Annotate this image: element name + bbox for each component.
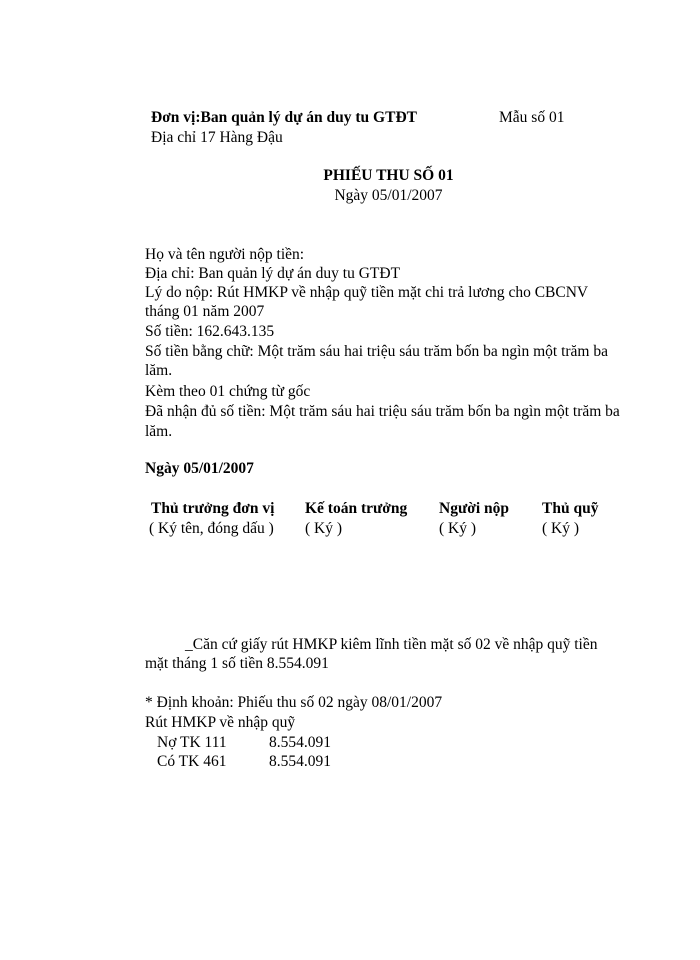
unit-name: Đơn vị:Ban quản lý dự án duy tu GTĐT — [151, 109, 417, 126]
document-title: PHIẾU THU SỐ 01 — [323, 167, 454, 184]
sign-date: Ngày 05/01/2007 — [145, 460, 254, 477]
signature-note-director: ( Ký tên, đóng dấu ) — [149, 520, 274, 537]
unit-address: Địa chỉ 17 Hàng Đậu — [151, 129, 283, 146]
signature-role-cashier: Thủ quỹ — [542, 500, 599, 517]
entry-heading: * Định khoản: Phiếu thu số 02 ngày 08/01/2007 — [145, 694, 443, 711]
entry-description: Rút HMKP về nhập quỹ — [145, 714, 296, 731]
signature-note-payer: ( Ký ) — [439, 520, 477, 537]
note-line-2: mặt tháng 1 số tiền 8.554.091 — [145, 655, 329, 672]
amount: Số tiền: 162.643.135 — [145, 323, 275, 340]
signature-role-director: Thủ trưởng đơn vị — [151, 500, 275, 517]
reason-line-1: Lý do nộp: Rút HMKP về nhập quỹ tiền mặt chi trả lương cho CBCNV — [145, 284, 589, 301]
entry-debit-amount: 8.554.091 — [269, 734, 331, 751]
reason-line-2: tháng 01 năm 2007 — [145, 303, 265, 320]
entry-debit-account: Nợ TK 111 — [157, 734, 227, 751]
payer-address: Địa chỉ: Ban quản lý dự án duy tu GTĐT — [145, 265, 401, 282]
payer-name: Họ và tên người nộp tiền: — [145, 246, 305, 263]
received-line-1: Đã nhận đủ số tiền: Một trăm sáu hai triệu sáu trăm bốn ba ngìn một trăm ba — [145, 403, 620, 420]
attached-documents: Kèm theo 01 chứng từ gốc — [145, 383, 311, 400]
entry-credit-amount: 8.554.091 — [269, 753, 331, 770]
entry-credit-account: Có TK 461 — [157, 753, 227, 770]
received-line-2: lăm. — [145, 423, 173, 440]
form-number: Mẫu số 01 — [499, 109, 565, 126]
signature-role-payer: Người nộp — [439, 500, 509, 517]
amount-words-line-2: lăm. — [145, 362, 173, 379]
document-date: Ngày 05/01/2007 — [334, 187, 443, 204]
signature-note-cashier: ( Ký ) — [542, 520, 580, 537]
signature-note-chief-accountant: ( Ký ) — [305, 520, 343, 537]
signature-role-chief-accountant: Kế toán trưởng — [305, 500, 408, 517]
amount-words-line-1: Số tiền bằng chữ: Một trăm sáu hai triệu sáu trăm bốn ba ngìn một trăm ba — [145, 343, 608, 360]
note-line-1: _Căn cứ giấy rút HMKP kiêm lĩnh tiền mặt số 02 về nhập quỹ tiền — [185, 636, 598, 653]
